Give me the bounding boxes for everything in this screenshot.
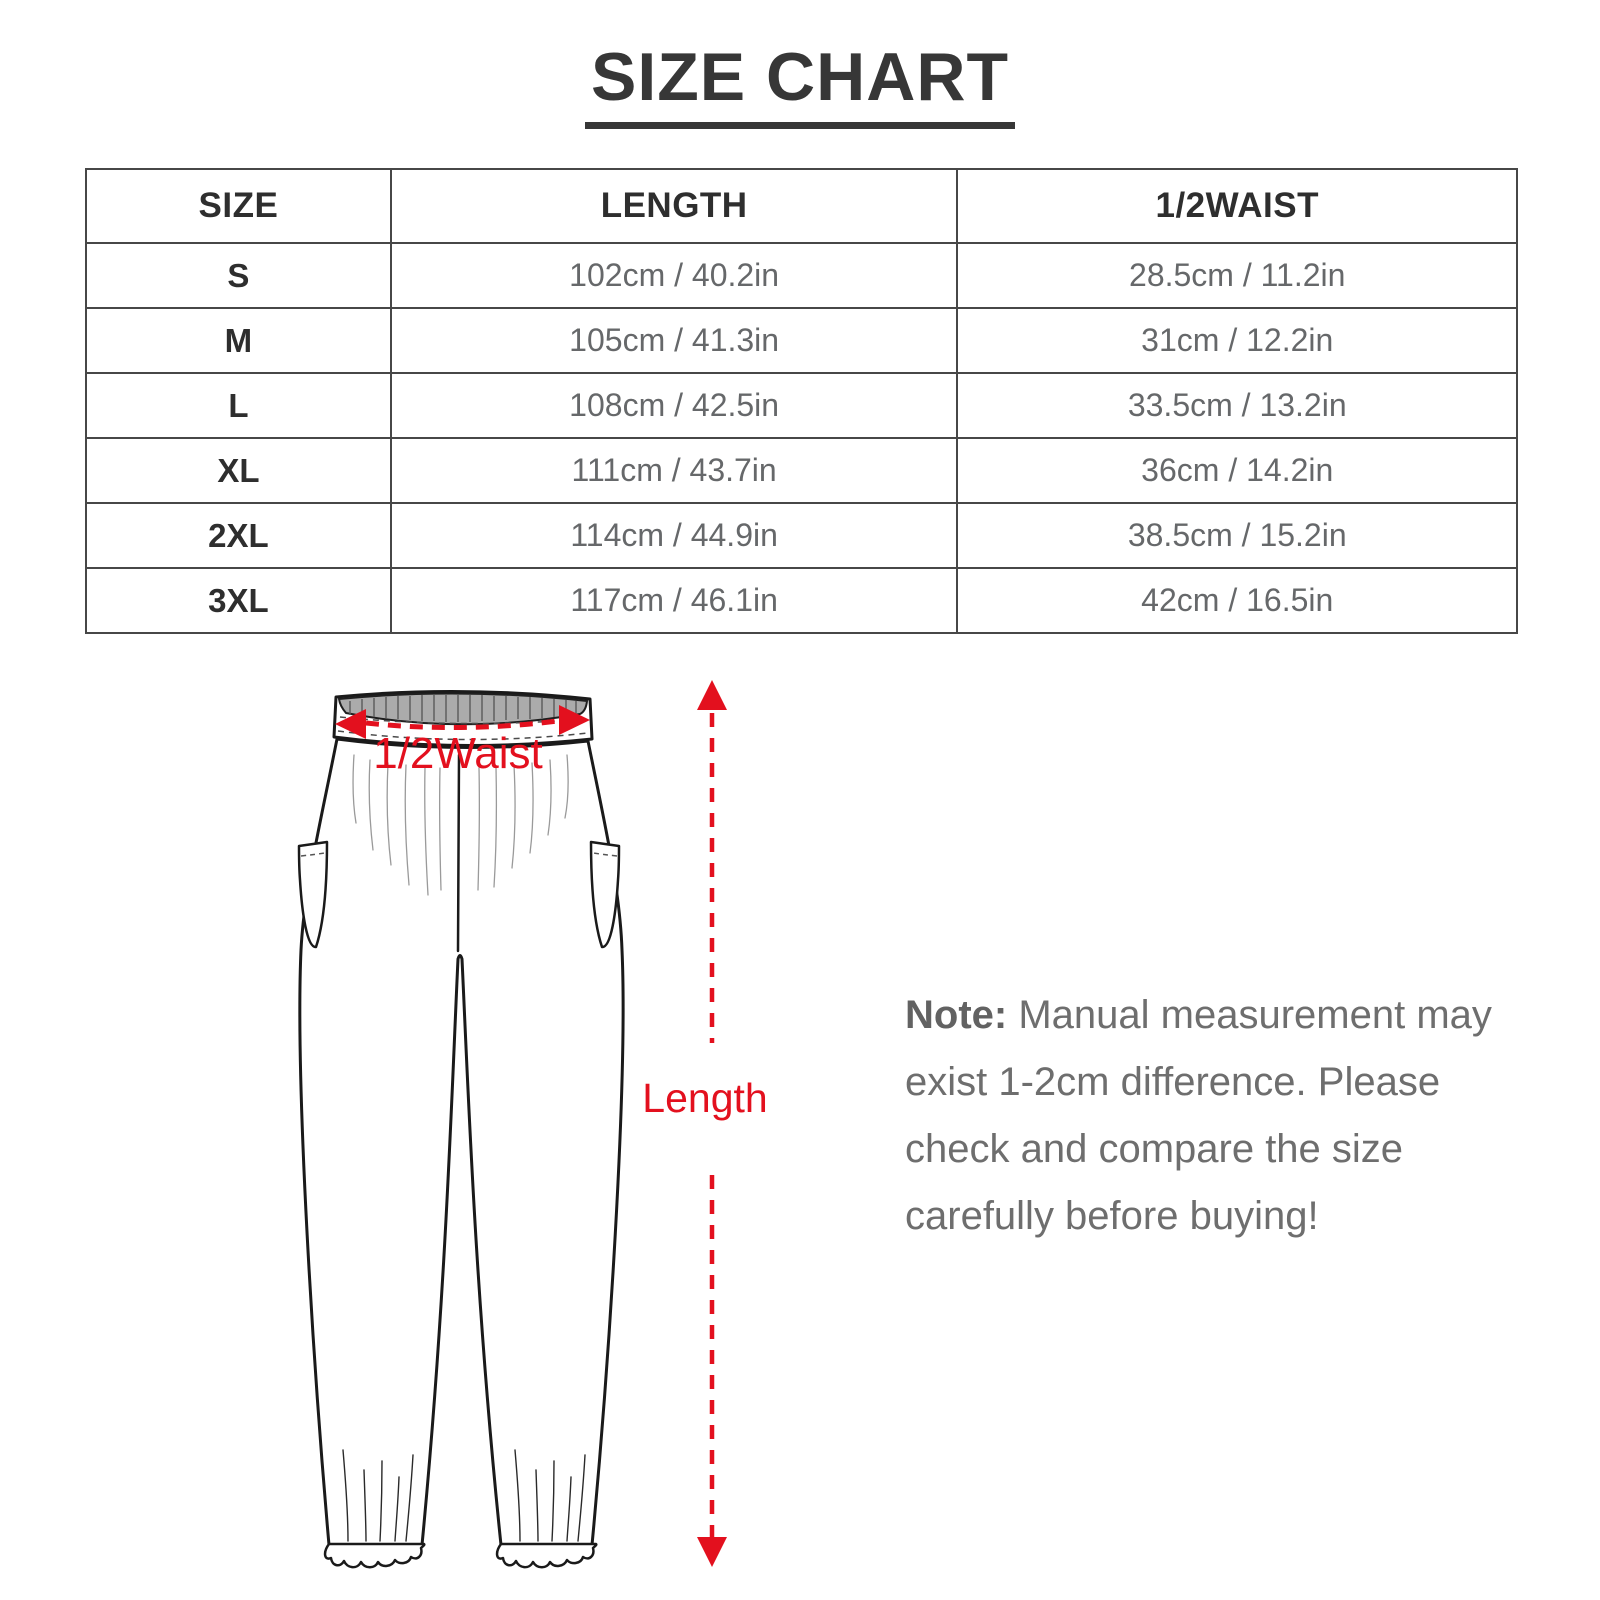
waist-cell: 31cm / 12.2in	[957, 308, 1517, 373]
length-cell: 102cm / 40.2in	[391, 243, 958, 308]
length-cell: 114cm / 44.9in	[391, 503, 958, 568]
table-row	[86, 373, 1517, 438]
header-size: SIZE	[86, 169, 391, 243]
length-label: Length	[642, 1075, 768, 1121]
cuff-left	[325, 1544, 424, 1567]
length-cell: 105cm / 41.3in	[391, 308, 958, 373]
waist-cell: 33.5cm / 13.2in	[957, 373, 1517, 438]
size-table	[85, 168, 1518, 634]
table-row	[86, 243, 1517, 308]
waist-cell: 28.5cm / 11.2in	[957, 243, 1517, 308]
table-row	[86, 503, 1517, 568]
note-text	[905, 982, 1520, 1250]
size-cell: S	[86, 243, 391, 308]
pants-diagram	[270, 655, 770, 1600]
length-cell: 108cm / 42.5in	[391, 373, 958, 438]
table-header-row	[86, 169, 1517, 243]
front-seam	[458, 755, 459, 951]
waist-cell: 36cm / 14.2in	[957, 438, 1517, 503]
table-row	[86, 568, 1517, 633]
size-cell: XL	[86, 438, 391, 503]
table-row	[86, 438, 1517, 503]
note-body: Manual measurement may exist 1-2cm difference. Please check and compare the size carefully before buying!	[905, 993, 1492, 1238]
size-cell: M	[86, 308, 391, 373]
header-waist: 1/2WAIST	[957, 169, 1517, 243]
waist-label: 1/2Waist	[373, 729, 543, 778]
header-length: LENGTH	[391, 169, 958, 243]
pants-silhouette	[300, 739, 623, 1545]
waist-cell: 42cm / 16.5in	[957, 568, 1517, 633]
size-cell: L	[86, 373, 391, 438]
title-wrap	[0, 39, 1600, 129]
waist-cell: 38.5cm / 15.2in	[957, 503, 1517, 568]
cuff-right	[497, 1544, 596, 1567]
length-arrow	[697, 680, 727, 1567]
note-prefix: Note:	[905, 993, 1008, 1037]
size-cell: 2XL	[86, 503, 391, 568]
table-row	[86, 308, 1517, 373]
page-title: SIZE CHART	[585, 42, 1015, 129]
size-cell: 3XL	[86, 568, 391, 633]
length-cell: 111cm / 43.7in	[391, 438, 958, 503]
length-cell: 117cm / 46.1in	[391, 568, 958, 633]
